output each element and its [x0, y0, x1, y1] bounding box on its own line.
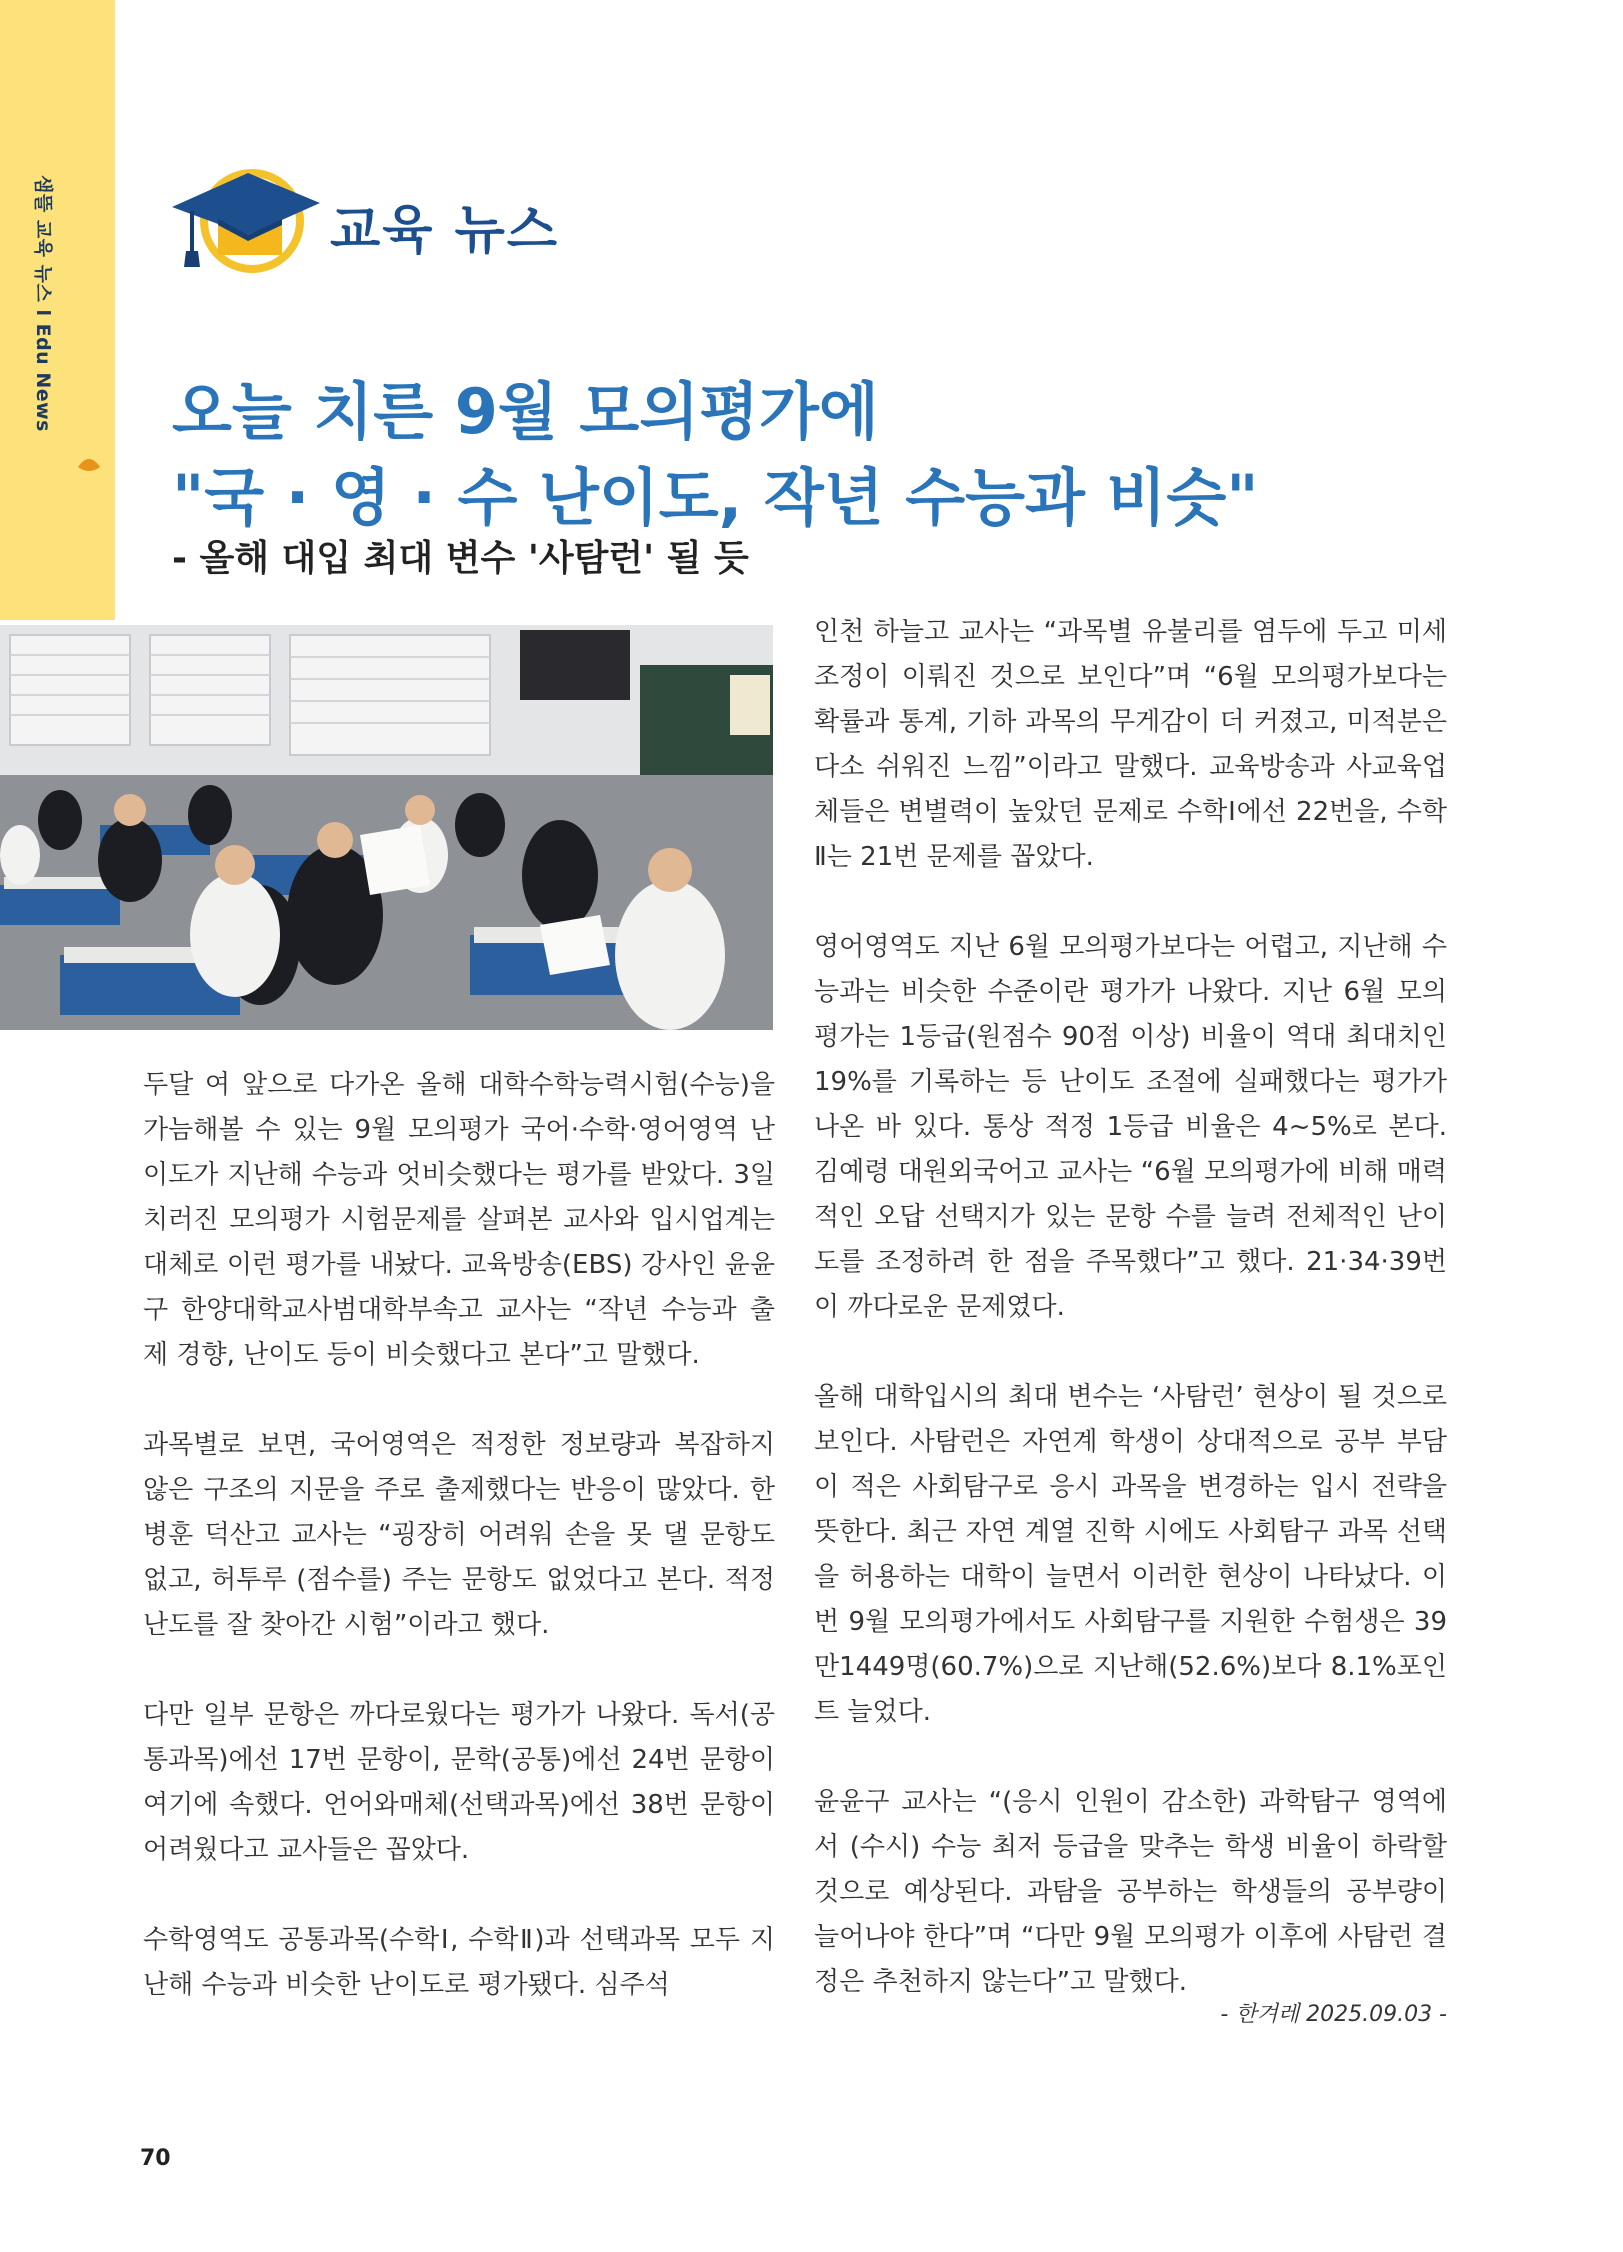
article-column-right	[814, 610, 1447, 2050]
article-paragraph: 인천 하늘고 교사는 “과목별 유불리를 염두에 두고 미세조정이 이뤄진 것으로 보인다”며 “6월 모의평가보다는 확률과 통계, 기하 과목의 무게감이 더 커졌고, 미적분은 다소 쉬워진 느낌”이라고 말했다. 교육방송과 사교육업체들은 변별력이 높았던 문제로 수학Ⅰ에선 22번을, 수학Ⅱ는 21번 문제를 꼽았다.	[814, 617, 1447, 872]
article-paragraph: 영어영역도 지난 6월 모의평가보다는 어렵고, 지난해 수능과는 비슷한 수준이란 평가가 나왔다. 지난 6월 모의평가는 1등급(원점수 90점 이상) 비율이 역대 최대치인 19%를 기록하는 등 난이도 조절에 실패했다는 평가가 나온 바 있다. 통상 적정 1등급 비율은 4~5%로 본다. 김예령 대원외국어고 교사는 “6월 모의평가에 비해 매력적인 오답 선택지가 있는 문항 수를 늘려 전체적인 난이도를 조정하려 한 점을 주목했다”고 했다. 21·34·39번이 까다로운 문제였다.	[814, 932, 1447, 1322]
headline-line1: 오늘 치른 9월 모의평가에	[172, 375, 879, 448]
article-paragraph: 두달 여 앞으로 다가온 올해 대학수학능력시험(수능)을 가늠해볼 수 있는 9월 모의평가 국어·수학·영어영역 난이도가 지난해 수능과 엇비슷했다는 평가를 받았다. 3일 치러진 모의평가 시험문제를 살펴본 교사와 입시업계는 대체로 이런 평가를 내놨다. 교육방송(EBS) 강사인 윤윤구 한양대학교사범대학부속고 교사는 “작년 수능과 출제 경향, 난이도 등이 비슷했다고 본다”고 말했다.	[143, 1070, 775, 1370]
article-paragraph: 다만 일부 문항은 까다로웠다는 평가가 나왔다. 독서(공통과목)에선 17번 문항이, 문학(공통)에선 24번 문항이 여기에 속했다. 언어와매체(선택과목)에선 38번 문항이 어려웠다고 교사들은 꼽았다.	[143, 1700, 775, 1865]
article-paragraph: 과목별로 보면, 국어영역은 적정한 정보량과 복잡하지 않은 구조의 지문을 주로 출제했다는 반응이 많았다. 한병훈 덕산고 교사는 “굉장히 어려워 손을 못 댈 문항도 없고, 허투루 (점수를) 주는 문항도 없었다고 본다. 적정 난도를 잘 찾아간 시험”이라고 했다.	[143, 1430, 775, 1640]
headline-line2: "국 · 영 · 수 난이도, 작년 수능과 비슷"	[172, 461, 1259, 534]
subheadline: - 올해 대입 최대 변수 '사탐런' 될 듯	[172, 538, 749, 579]
bullet-icon	[76, 453, 102, 475]
page-number: 70	[140, 2146, 171, 2171]
sidebar-label: 샘뜰 교육 뉴스 l Edu News	[32, 175, 54, 432]
graduation-cap-icon	[170, 155, 320, 280]
article-source: - 한겨레 2025.09.03 -	[1220, 2002, 1447, 2027]
article-paragraph: 올해 대학입시의 최대 변수는 ‘사탐런’ 현상이 될 것으로 보인다. 사탐런은 자연계 학생이 상대적으로 공부 부담이 적은 사회탐구로 응시 과목을 변경하는 입시 전략을 뜻한다. 최근 자연 계열 진학 시에도 사회탐구 과목 선택을 허용하는 대학이 늘면서 이러한 현상이 나타났다. 이번 9월 모의평가에서도 사회탐구를 지원한 수험생은 39만1449명(60.7%)으로 지난해(52.6%)보다 8.1%포인트 늘었다.	[814, 1382, 1447, 1727]
article-paragraph: 수학영역도 공통과목(수학Ⅰ, 수학Ⅱ)과 선택과목 모두 지난해 수능과 비슷한 난이도로 평가됐다. 심주석	[143, 1925, 775, 2000]
classroom-photo	[0, 625, 773, 1030]
article-column-left	[143, 1063, 775, 2053]
section-title: 교육 뉴스	[330, 201, 560, 261]
article-paragraph: 윤윤구 교사는 “(응시 인원이 감소한) 과학탐구 영역에서 (수시) 수능 최저 등급을 맞추는 학생 비율이 하락할 것으로 예상된다. 과탐을 공부하는 학생들의 공부량이 늘어나야 한다”며 “다만 9월 모의평가 이후에 사탐런 결정은 추천하지 않는다”고 말했다.	[814, 1787, 1447, 1997]
